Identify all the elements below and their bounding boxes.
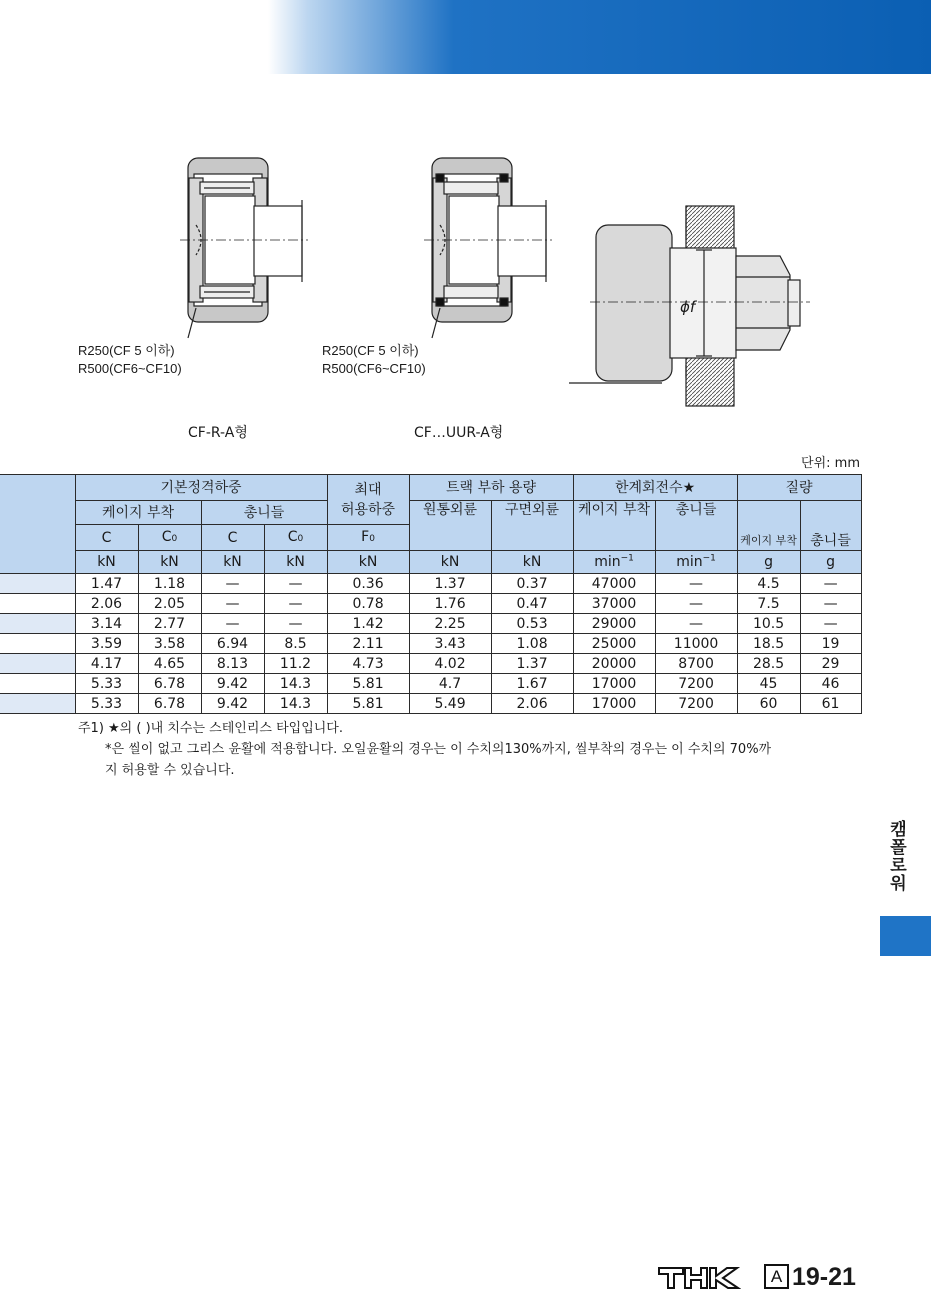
table-cell: 2.06 [491, 694, 573, 714]
row-model-cell [0, 614, 75, 634]
caption-cf-uur-a: CF…UUR-A형 [414, 425, 504, 441]
sym-c0-full-sub: 0 [297, 533, 304, 544]
header-track-load: 트랙 부하 용량 [409, 475, 573, 501]
left-note-line1: R250(CF 5 이하) [78, 343, 175, 358]
table-cell: 18.5 [737, 634, 800, 654]
bearing-diagrams [0, 130, 931, 460]
mid-note-line2: R500(CF6~CF10) [322, 361, 426, 376]
table-cell: 0.78 [327, 594, 409, 614]
table-row [0, 674, 861, 694]
table-row [0, 574, 861, 594]
note-line-3: 지 허용할 수 있습니다. [105, 763, 235, 778]
top-header-band [268, 0, 931, 74]
unit-min-1-sup: −1 [620, 553, 634, 564]
table-cell: 8700 [655, 654, 737, 674]
unit-kn-1: kN [75, 551, 138, 574]
table-cell: 4.7 [409, 674, 491, 694]
sym-c-cage: C [75, 525, 138, 551]
table-cell: 7200 [655, 674, 737, 694]
table-cell: 45 [737, 674, 800, 694]
unit-kn-2: kN [138, 551, 201, 574]
row-model-cell [0, 694, 75, 714]
header-max-allow-l2: 허용하중 [340, 501, 396, 518]
table-cell: — [655, 614, 737, 634]
table-cell: 9.42 [201, 694, 264, 714]
table-cell: 1.18 [138, 574, 201, 594]
table-cell: 7200 [655, 694, 737, 714]
table-cell: — [800, 614, 861, 634]
table-cell: 6.78 [138, 694, 201, 714]
unit-min-1-main: min [594, 554, 621, 570]
footnotes [78, 718, 868, 781]
header-blank [0, 475, 75, 574]
row-model-cell [0, 654, 75, 674]
table-cell: 4.17 [75, 654, 138, 674]
header-basic-load: 기본정격하중 [75, 475, 327, 501]
header-full-needle: 총니들 [201, 501, 327, 525]
table-cell: 20000 [573, 654, 655, 674]
table-cell: 4.73 [327, 654, 409, 674]
table-row [0, 654, 861, 674]
cf-r-a-drawing [180, 158, 308, 338]
header-cage: 케이지 부착 [75, 501, 201, 525]
table-row [0, 694, 861, 714]
table-cell: 28.5 [737, 654, 800, 674]
left-note-line2: R500(CF6~CF10) [78, 361, 182, 376]
unit-min-2-sup: −1 [702, 553, 716, 564]
sym-c0-cage-main: C [161, 528, 172, 545]
table-cell: 29 [800, 654, 861, 674]
table-cell: 2.05 [138, 594, 201, 614]
table-cell: 0.53 [491, 614, 573, 634]
header-mass-cage: 케이지 부착 [737, 501, 800, 551]
header-max-allow [327, 475, 409, 525]
table-cell: 11000 [655, 634, 737, 654]
table-cell: 8.5 [264, 634, 327, 654]
table-cell: 5.81 [327, 694, 409, 714]
header-spherical: 구면외륜 [491, 501, 573, 551]
thk-logo-svg [657, 1265, 741, 1291]
side-tab-label: 캠폴로워 [886, 820, 906, 892]
table-cell: — [201, 594, 264, 614]
table-cell: 2.25 [409, 614, 491, 634]
sym-f0 [327, 525, 409, 551]
unit-kn-5: kN [327, 551, 409, 574]
sym-c0-full [264, 525, 327, 551]
unit-min-1 [573, 551, 655, 574]
spec-table [0, 474, 862, 714]
table-cell: 2.06 [75, 594, 138, 614]
page-number [764, 1263, 856, 1292]
table-cell: 0.36 [327, 574, 409, 594]
table-cell: 3.14 [75, 614, 138, 634]
table-cell: 2.11 [327, 634, 409, 654]
table-cell: 1.67 [491, 674, 573, 694]
table-cell: 3.43 [409, 634, 491, 654]
thk-logo [657, 1265, 741, 1295]
unit-label: 단위: mm [801, 456, 860, 471]
table-cell: 47000 [573, 574, 655, 594]
note-line-2: *은 씰이 없고 그리스 윤활에 적용합니다. 오일윤활의 경우는 이 수치의130%까지, 씰부착의 경우는 이 수치의 70%까 [105, 742, 772, 757]
table-cell: 17000 [573, 674, 655, 694]
table-cell: 0.37 [491, 574, 573, 594]
page-section-box: A [764, 1264, 789, 1289]
table-cell: 14.3 [264, 694, 327, 714]
table-cell: 10.5 [737, 614, 800, 634]
spec-table-body [0, 574, 861, 714]
caption-cf-r-a: CF-R-A형 [188, 425, 248, 441]
table-cell: 1.08 [491, 634, 573, 654]
table-cell: 17000 [573, 694, 655, 714]
page-number-text: 19-21 [792, 1263, 856, 1291]
unit-kn-3: kN [201, 551, 264, 574]
table-cell: 3.59 [75, 634, 138, 654]
table-cell: 0.47 [491, 594, 573, 614]
table-cell: 19 [800, 634, 861, 654]
table-cell: 1.37 [409, 574, 491, 594]
unit-kn-7: kN [491, 551, 573, 574]
mid-note-line1: R250(CF 5 이하) [322, 343, 419, 358]
header-mass: 질량 [737, 475, 861, 501]
row-model-cell [0, 594, 75, 614]
table-cell: 2.77 [138, 614, 201, 634]
table-cell: 5.33 [75, 694, 138, 714]
table-cell: 5.49 [409, 694, 491, 714]
table-cell: 5.33 [75, 674, 138, 694]
phi-f-label: ϕf [680, 298, 696, 316]
table-cell: — [264, 594, 327, 614]
table-cell: 1.42 [327, 614, 409, 634]
table-cell: — [655, 574, 737, 594]
table-cell: — [800, 594, 861, 614]
table-cell: 3.58 [138, 634, 201, 654]
table-cell: 4.65 [138, 654, 201, 674]
table-cell: 9.42 [201, 674, 264, 694]
sym-c0-cage-sub: 0 [171, 533, 178, 544]
row-model-cell [0, 674, 75, 694]
table-cell: 4.02 [409, 654, 491, 674]
unit-kn-4: kN [264, 551, 327, 574]
table-cell: 11.2 [264, 654, 327, 674]
table-cell: 7.5 [737, 594, 800, 614]
table-cell: 6.94 [201, 634, 264, 654]
header-max-allow-l1: 최대 [354, 481, 382, 498]
table-cell: 46 [800, 674, 861, 694]
table-cell: 29000 [573, 614, 655, 634]
table-cell: — [264, 574, 327, 594]
table-cell: 5.81 [327, 674, 409, 694]
bearing-drawings-svg [0, 130, 931, 460]
table-row [0, 634, 861, 654]
note-line-1: 주1) ★의 ( )내 치수는 스테인리스 타입입니다. [78, 721, 343, 736]
table-cell: 61 [800, 694, 861, 714]
unit-min-2-main: min [676, 554, 703, 570]
sym-c0-full-main: C [287, 528, 298, 545]
row-model-cell [0, 574, 75, 594]
left-radius-note [78, 342, 182, 378]
table-cell: 6.78 [138, 674, 201, 694]
table-cell: 1.76 [409, 594, 491, 614]
table-cell: — [655, 594, 737, 614]
unit-g-1: g [737, 551, 800, 574]
header-speed-full: 총니들 [655, 501, 737, 551]
table-cell: 8.13 [201, 654, 264, 674]
table-cell: 37000 [573, 594, 655, 614]
mid-radius-note [322, 342, 426, 378]
unit-kn-6: kN [409, 551, 491, 574]
table-cell: 1.37 [491, 654, 573, 674]
side-tab-marker [880, 916, 931, 956]
unit-min-2 [655, 551, 737, 574]
table-cell: — [201, 614, 264, 634]
table-cell: 14.3 [264, 674, 327, 694]
table-row [0, 614, 861, 634]
sym-f0-main: F [361, 528, 370, 545]
header-cylindrical: 원통외륜 [409, 501, 491, 551]
table-cell: 25000 [573, 634, 655, 654]
row-model-cell [0, 634, 75, 654]
table-row [0, 594, 861, 614]
header-speed-cage: 케이지 부착 [573, 501, 655, 551]
table-cell: 4.5 [737, 574, 800, 594]
table-cell: 1.47 [75, 574, 138, 594]
table-cell: — [800, 574, 861, 594]
sym-f0-sub: 0 [369, 533, 375, 544]
table-cell: — [264, 614, 327, 634]
table-cell: 60 [737, 694, 800, 714]
header-limit-speed: 한계회전수★ [573, 475, 737, 501]
header-mass-full: 총니들 [800, 501, 861, 551]
sym-c0-cage [138, 525, 201, 551]
table-cell: — [201, 574, 264, 594]
sym-c-full: C [201, 525, 264, 551]
unit-g-2: g [800, 551, 861, 574]
cf-uur-a-drawing [424, 158, 552, 338]
